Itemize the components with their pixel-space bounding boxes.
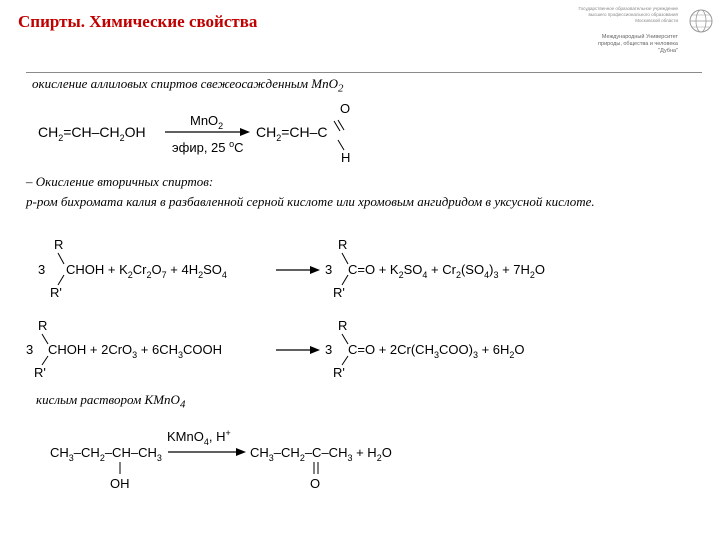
r1-conditions: эфир, 25 $^o$C (172, 139, 244, 155)
r3-coef: 3 (26, 342, 34, 357)
r4-oh: OH (110, 476, 130, 491)
r3-R-bottom: R' (34, 365, 46, 380)
r2-reactants: CHOH + $K_2Cr_2O_7 + 4H_2SO_4$ (66, 262, 227, 280)
secondary-oxidation-text: р-ром бихромата калия в разбавленной серной кислоте или хромовым ангидридом в уксусной кислоте. (26, 194, 595, 209)
r2-R-top: R (54, 237, 64, 252)
r1-oxygen: O (340, 101, 351, 116)
logo-line: Московской области (635, 18, 678, 23)
r4-arrowhead (236, 448, 246, 456)
r2-R-bottom: R' (50, 285, 62, 300)
logo-line: высшего профессионального образования (588, 12, 678, 17)
kmno4-text: кислым раствором KMnO$_4$ (36, 392, 186, 411)
allyl-oxidation-text: окисление аллиловых спиртов свежеосажденным MnO$_2$ (32, 76, 344, 95)
secondary-oxidation-heading: – Окисление вторичных спиртов: (26, 174, 214, 189)
logo-line: природы, общества и человека (598, 41, 678, 47)
r3-products: $C=O + 2Cr(CH_3COO)_3 + 6H_2O$ (348, 342, 525, 360)
logo-line: "Дубна" (658, 48, 678, 54)
r4-oxygen: O (310, 476, 321, 491)
r3-prod-coef: 3 (325, 342, 333, 357)
r4-product: $CH_3-CH_2-C-CH_3 + H_2O$ (250, 445, 392, 463)
r3-R-top: R (38, 318, 48, 333)
r2-prod-coef: 3 (325, 262, 333, 277)
r1-hydrogen: H (341, 150, 351, 165)
logo-line: Государственное образовательное учреждение (578, 6, 678, 11)
r2-products: $C=O + K_2SO_4 + Cr_2(SO_4)_3 + 7H_2O$ (348, 262, 546, 280)
r3-reactants: CHOH + $2CrO_3 + 6CH_3COOH$ (48, 342, 223, 360)
r2-coef: 3 (38, 262, 46, 277)
r3-prod-R-bottom: R' (333, 365, 345, 380)
r1-reagent: MnO$_2$ (190, 113, 224, 131)
r1-product: $CH_2=CH-C$ (256, 124, 328, 143)
r4-reagent: KMnO$_4$, H+ (167, 428, 231, 447)
r4-reactant: $CH_3-CH_2-CH-CH_3$ (50, 445, 162, 463)
page-title: Спирты. Химические свойства (18, 12, 258, 31)
r1-reactant: $CH_2=CH-CH_2OH$ (38, 124, 146, 143)
logo-line: Международный Университет (601, 34, 678, 40)
r2-prod-R-bottom: R' (333, 285, 345, 300)
r2-prod-R-top: R (338, 237, 348, 252)
r3-prod-R-top: R (338, 318, 348, 333)
